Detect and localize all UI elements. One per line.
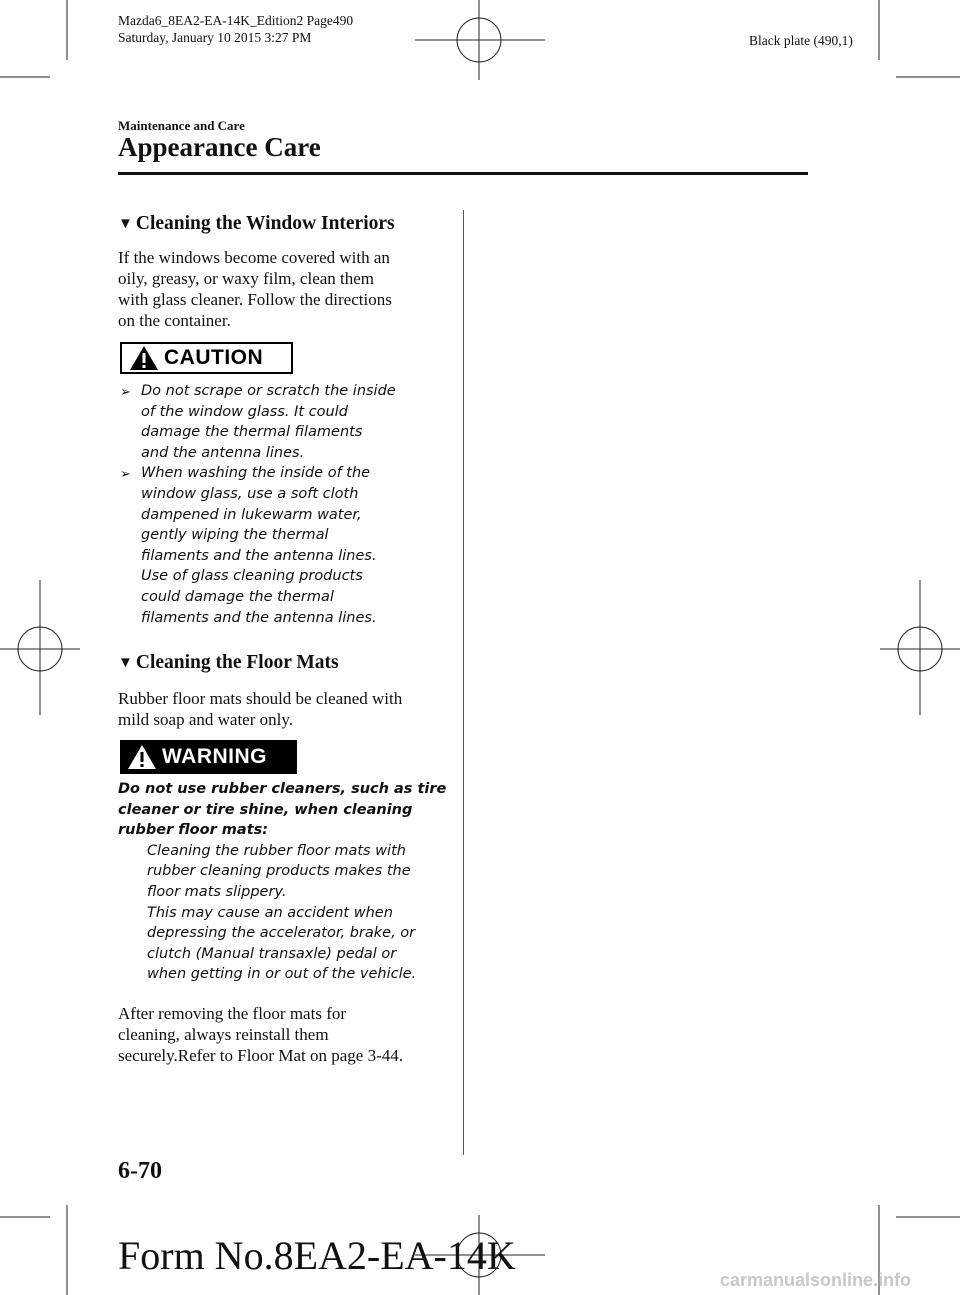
page-number: 6-70: [118, 1158, 162, 1184]
caution-item: ➢ When washing the inside of the window glass, use a soft cloth dampened in lukewarm water, gently wiping the thermal filaments and the antenna lines. Use of glass cleaning products could damage the thermal filaments and the antenna lines.: [120, 463, 450, 628]
chapter-title: Appearance Care: [118, 132, 321, 162]
column-divider: [463, 210, 464, 1155]
file-metadata: [118, 12, 353, 46]
window-interiors-section: [118, 212, 448, 331]
header-rule: [118, 172, 808, 175]
caution-list: [120, 381, 450, 628]
section-heading: ▼ Cleaning the Floor Mats: [118, 652, 339, 673]
closing-paragraph: After removing the floor mats for cleaning, always reinstall them securely.Refer to Floor Mat on page 3-44.: [118, 1004, 403, 1065]
arrow-bullet-icon: ➢: [120, 385, 131, 400]
caution-banner: [120, 342, 293, 374]
file-metadata-line: Mazda6_8EA2-EA-14K_Edition2 Page490: [118, 13, 354, 28]
warning-text: [118, 779, 448, 985]
plate-label: Black plate (490,1): [749, 33, 853, 48]
form-number: Form No.8EA2-EA-14K: [118, 1233, 516, 1278]
caution-label: CAUTION: [164, 346, 264, 369]
section-title: Maintenance and Care: [118, 118, 245, 133]
warning-detail: Cleaning the rubber floor mats with rubber cleaning products makes the floor mats slippery. This may cause an accident when depressing the accelerator, brake, or clutch (Manual transaxle) pedal or when getting in or out of the vehicle.: [147, 842, 417, 983]
warning-triangle-icon: [128, 344, 160, 372]
triangle-icon: ▼: [118, 216, 133, 232]
section-heading: ▼ Cleaning the Window Interiors: [118, 213, 395, 234]
floor-mats-paragraph: Rubber floor mats should be cleaned with mild soap and water only.: [118, 689, 403, 729]
warning-lead: Do not use rubber cleaners, such as tire cleaner or tire shine, when cleaning rubber floor mats:: [118, 781, 447, 839]
warning-triangle-icon: [126, 743, 158, 771]
caution-item: ➢ Do not scrape or scratch the inside of the window glass. It could damage the thermal filaments and the antenna lines.: [120, 381, 450, 463]
file-metadata-line: Saturday, January 10 2015 3:27 PM: [118, 30, 312, 45]
triangle-icon: ▼: [118, 655, 133, 671]
arrow-bullet-icon: ➢: [120, 467, 131, 483]
window-interiors-paragraph: If the windows become covered with an oily, greasy, or waxy film, clean them with glass cleaner. Follow the directions on the container.: [118, 248, 392, 330]
site-watermark: carmanualsonline.info: [720, 1270, 912, 1290]
floor-mats-section: [118, 651, 448, 730]
warning-label: WARNING: [162, 745, 267, 768]
warning-banner: [120, 740, 297, 774]
